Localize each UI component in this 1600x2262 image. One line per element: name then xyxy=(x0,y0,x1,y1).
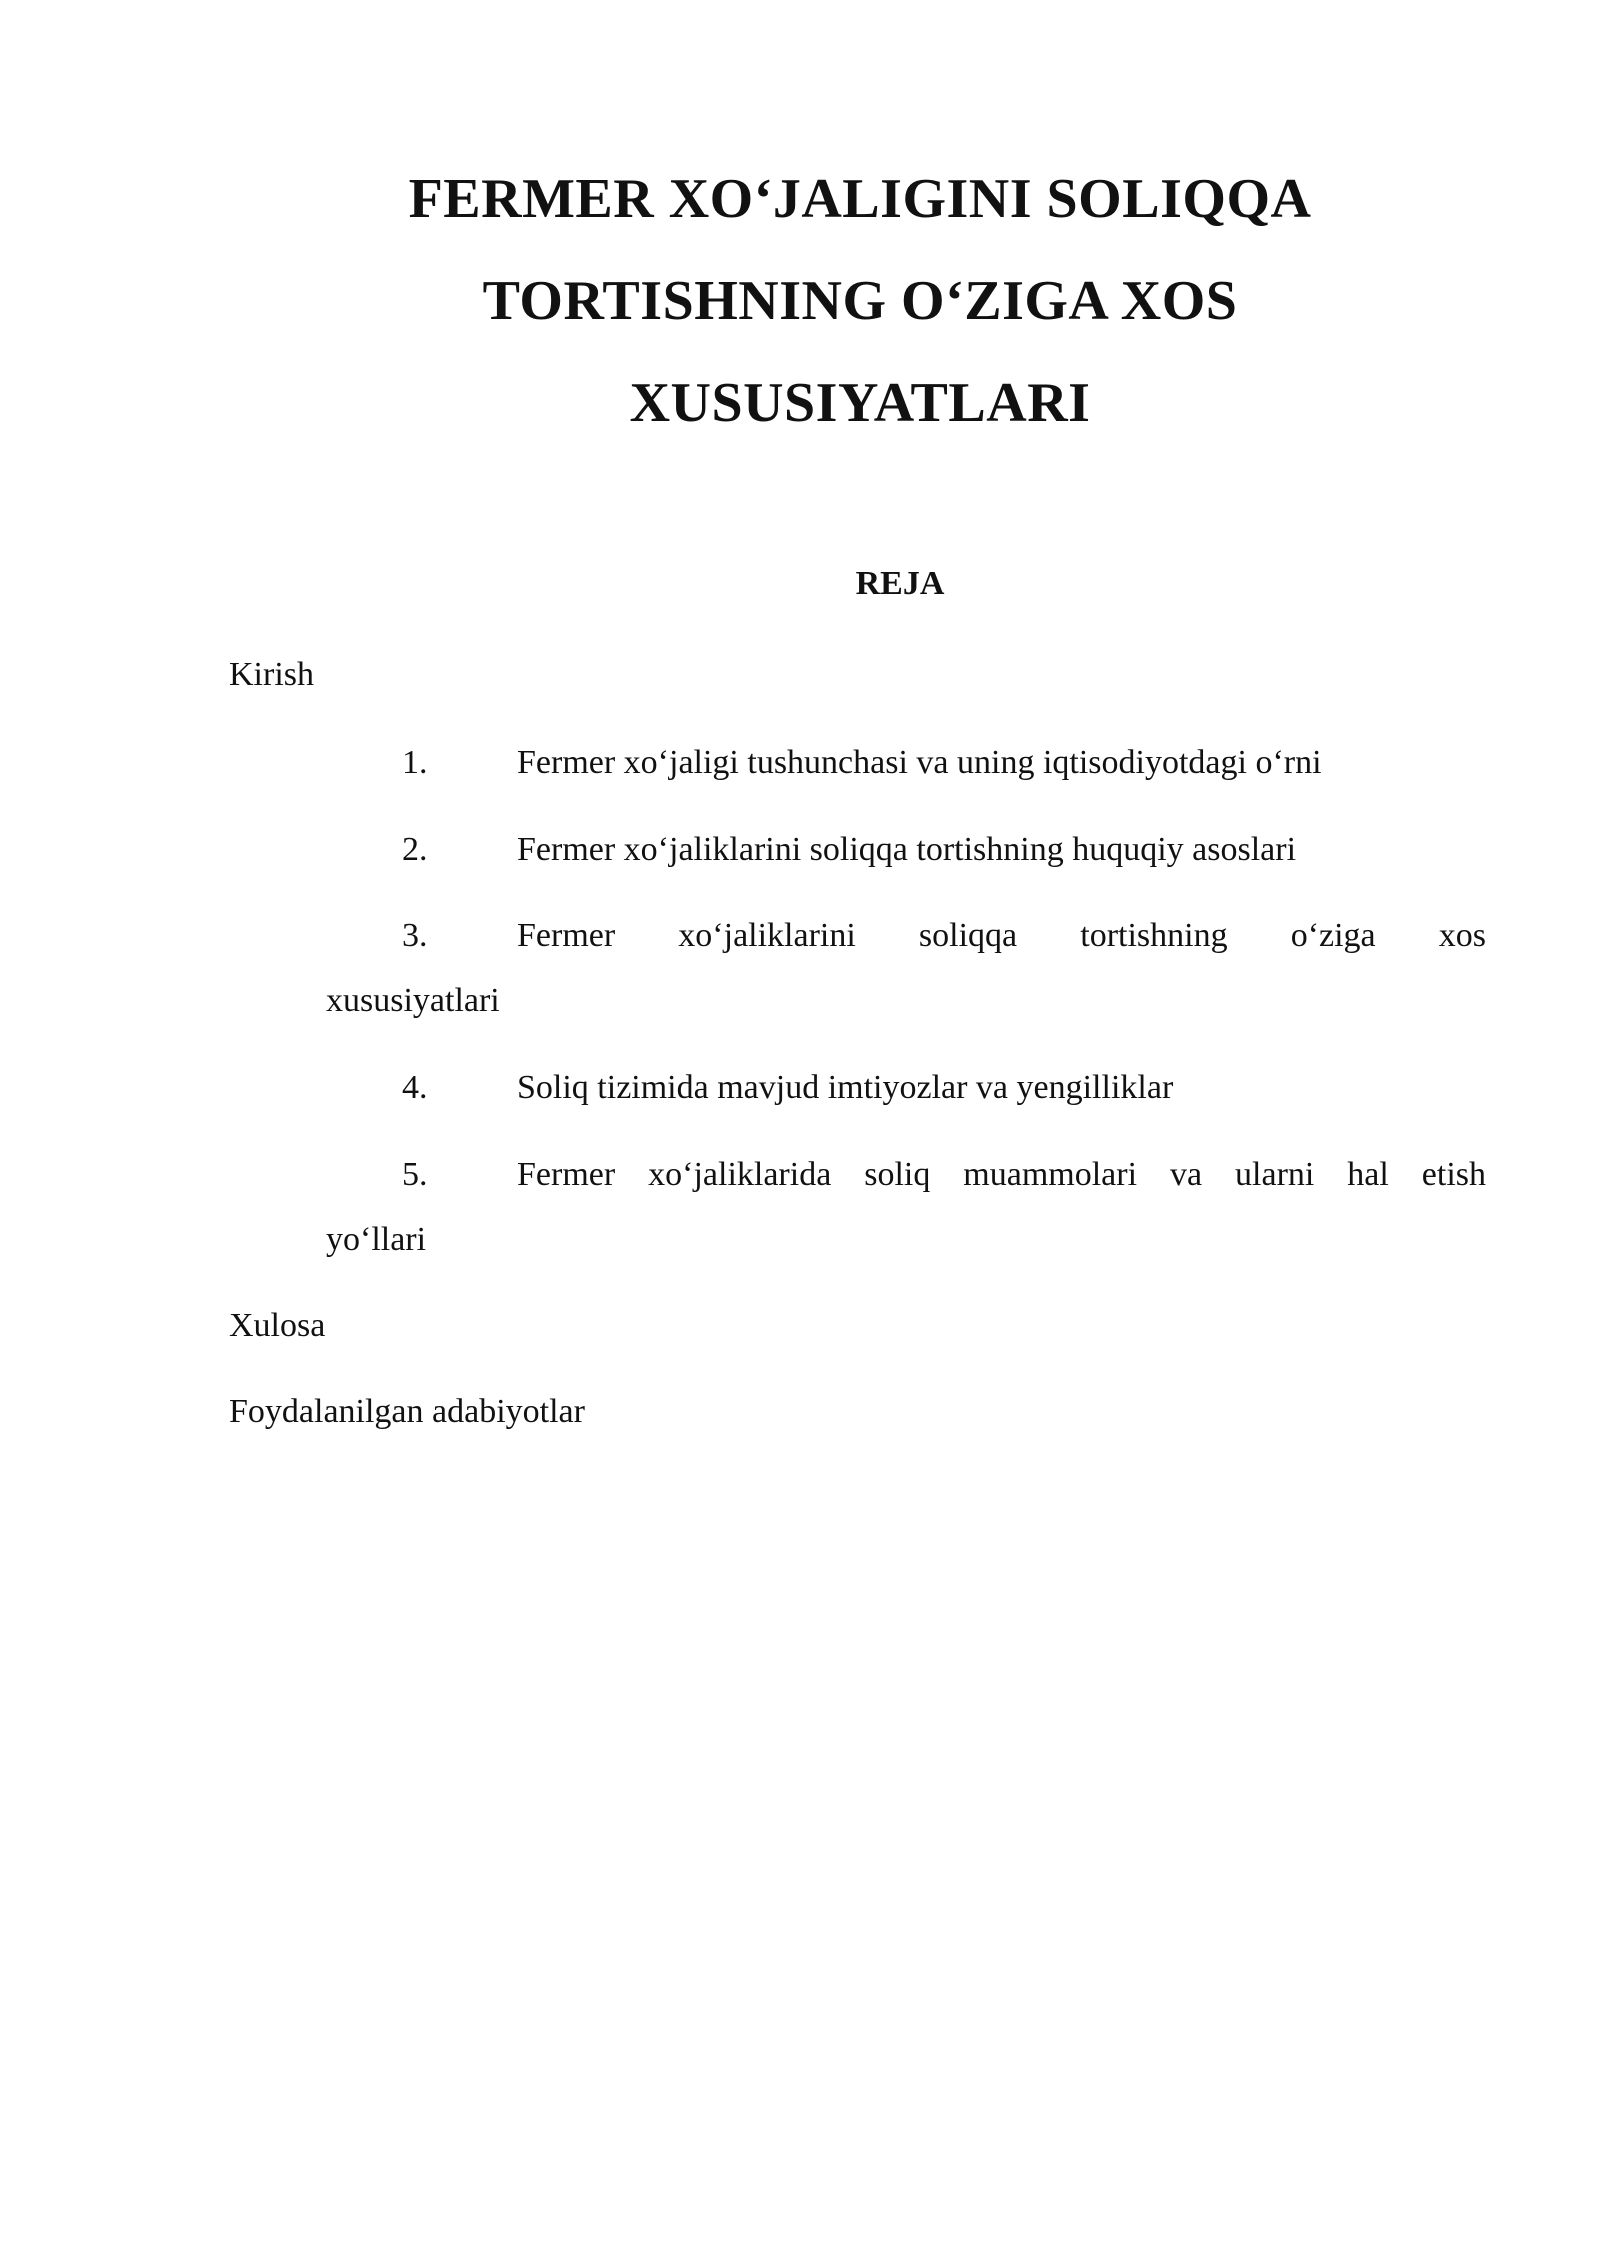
plan-item-number: 1. xyxy=(402,744,428,781)
plan-item-2 xyxy=(326,817,1486,882)
plan-item-5 xyxy=(326,1142,1486,1272)
plan-item-text: Fermer xo‘jaliklarini soliqqa tortishning o‘ziga xos xyxy=(517,917,1486,954)
title-line-1: FERMER XO‘JALIGINI SOLIQQA xyxy=(408,168,1312,230)
plan-item-text: Soliq tizimida mavjud imtiyozlar va yengilliklar xyxy=(517,1069,1174,1106)
plan-item-text: Fermer xo‘jaliklarida soliq muammolari va ularni hal etish xyxy=(517,1156,1486,1193)
plan-heading: REJA xyxy=(855,565,945,602)
title-line-3: XUSUSIYATLARI xyxy=(629,372,1091,434)
plan-conclusion: Xulosa xyxy=(229,1307,326,1344)
plan-item-text: Fermer xo‘jaliklarini soliqqa tortishning huquqiy asoslari xyxy=(517,831,1297,868)
plan-item-continuation: xususiyatlari xyxy=(326,982,500,1019)
plan-item-3 xyxy=(326,903,1486,1033)
plan-item-number: 3. xyxy=(402,917,428,954)
plan-item-continuation: yo‘llari xyxy=(326,1221,427,1258)
plan-item-number: 5. xyxy=(402,1156,428,1193)
plan-item-4 xyxy=(326,1055,1486,1120)
plan-item-text: Fermer xo‘jaligi tushunchasi va uning iqtisodiyotdagi o‘rni xyxy=(517,744,1322,781)
title-line-2: TORTISHNING O‘ZIGA XOS xyxy=(482,270,1238,332)
document-title xyxy=(380,148,1340,454)
plan-references: Foydalanilgan adabiyotlar xyxy=(229,1393,585,1430)
plan-item-number: 2. xyxy=(402,831,428,868)
plan-item-1 xyxy=(326,730,1486,795)
plan-item-number: 4. xyxy=(402,1069,428,1106)
plan-intro: Kirish xyxy=(229,656,314,693)
